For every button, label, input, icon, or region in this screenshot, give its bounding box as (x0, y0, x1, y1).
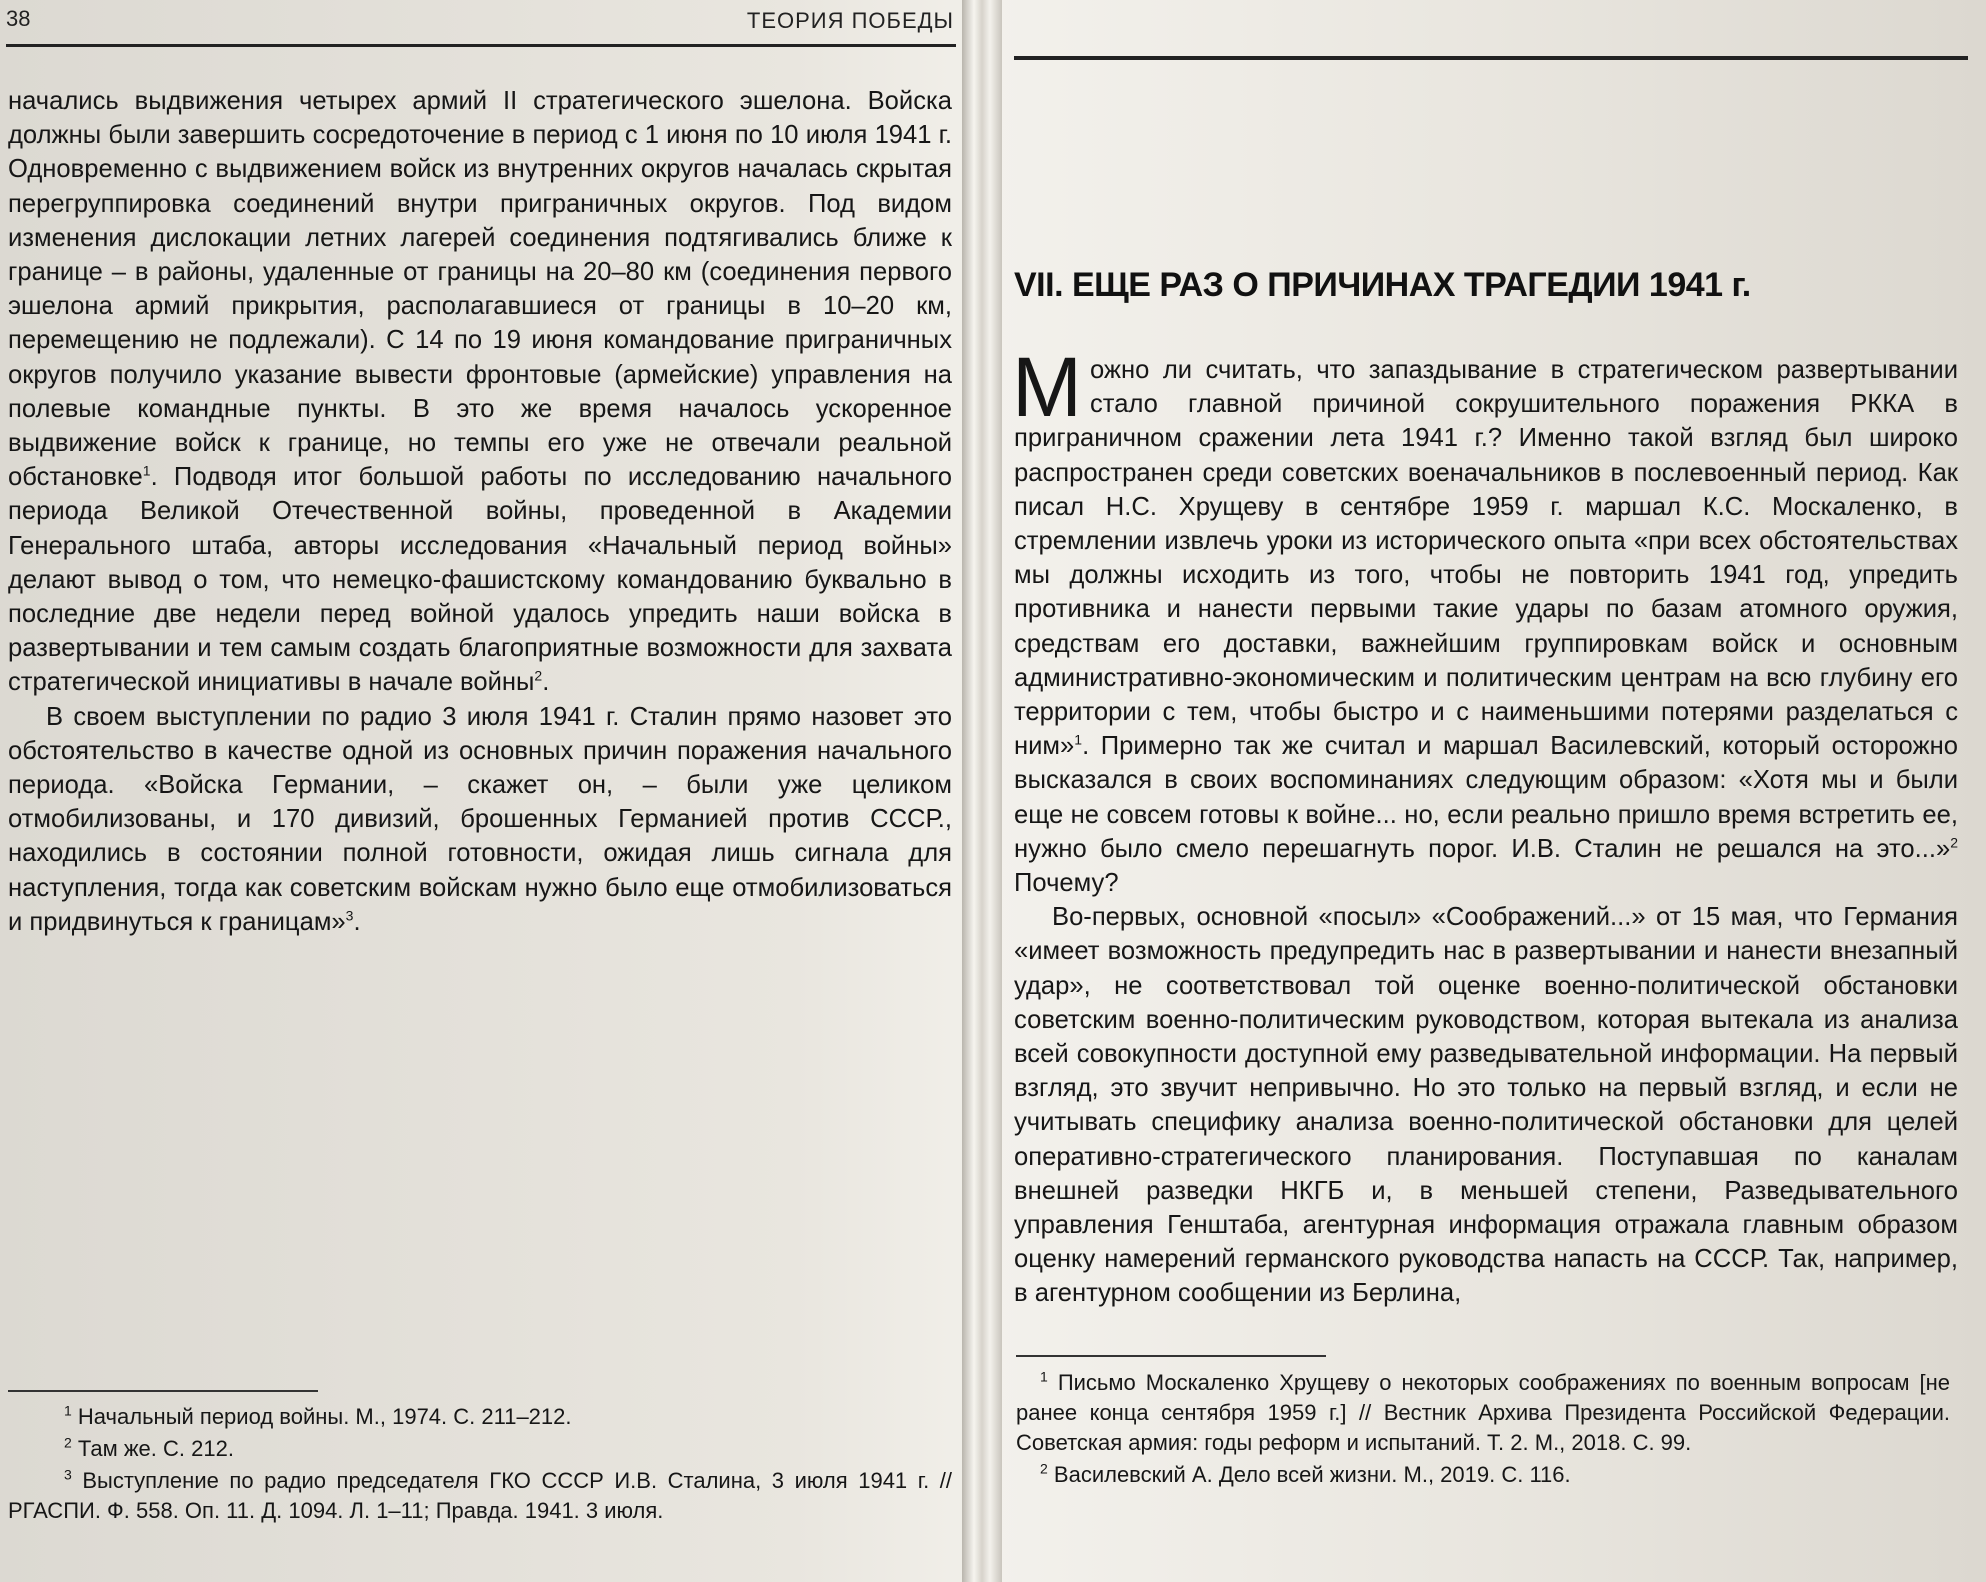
left-footnote (8, 1402, 952, 1432)
footnote-number: 2 (64, 1434, 72, 1451)
footnote-ref: 2 (534, 667, 543, 684)
footnote-ref: 3 (345, 907, 354, 924)
drop-cap: М (1012, 340, 1082, 434)
footnote-text: Там же. С. 212. (71, 1436, 234, 1461)
text-run: . (353, 907, 361, 936)
footnote-text: Письмо Москаленко Хрущеву о некоторых соображениях по военным вопросам [не ранее конца сентября 1959 г.] // Вестник Архива Президента Российской Федерации. Советская армия: годы реформ и испытаний. Т. 2. М., 2018. С. 99. (1016, 1370, 1950, 1455)
footnote-text: Начальный период войны. М., 1974. С. 211–212. (71, 1404, 572, 1429)
footnote-ref: 1 (1074, 731, 1083, 748)
right-paragraph (1012, 340, 1958, 900)
footnote-number: 1 (1040, 1368, 1048, 1385)
right-body-text (1012, 340, 1958, 1311)
footnote-number: 2 (1040, 1460, 1048, 1477)
book-gutter (962, 0, 1002, 1582)
left-page-number: 38 (6, 6, 31, 31)
text-run: Почему? (1014, 869, 1119, 898)
right-footnote (1016, 1368, 1950, 1458)
footnote-number: 1 (64, 1402, 72, 1419)
left-paragraph (8, 700, 952, 939)
right-page (1002, 0, 1986, 1582)
text-run: В своем выступлении по радио 3 июля 1941 г. Сталин прямо назовет это обстоятельство в качестве одной из основных причин поражения начального периода. «Войска Германии, – скажет он, – были уже целиком отмобилизованы, и 170 дивизий, брошенных Германией против СССР., находились в состоянии полной готовности, ожидая лишь сигнала для наступления, тогда как советским войскам нужно было еще отмобилизоваться и придвинуться к границам» (8, 702, 952, 936)
left-footnote-rule (8, 1390, 318, 1392)
right-paragraph (1014, 900, 1958, 1310)
left-running-head: ТЕОРИЯ ПОБЕДЫ (746, 8, 954, 33)
text-run: . Подводя итог большой работы по исследованию начального периода Великой Отечественной войны, проведенной в Академии Генерального штаба, авторы исследования «Начальный период войны» делают вывод о том, что немецко-фашистскому командованию буквально в последние две недели перед войной удалось упредить наши войска в развертывании и тем самым создать благоприятные возможности для захвата стратегической инициативы в начале войны (8, 463, 952, 697)
left-footnote (8, 1434, 952, 1464)
left-header-rule (6, 44, 956, 47)
footnote-text: Выступление по радио председателя ГКО СССР И.В. Сталина, 3 июля 1941 г. // РГАСПИ. Ф. 558. Оп. 11. Д. 1094. Л. 1–11; Правда. 1941. 3 июля. (8, 1468, 952, 1523)
right-footnote-rule (1016, 1355, 1326, 1357)
right-header-rule (1014, 56, 1968, 60)
footnote-ref: 1 (142, 462, 151, 479)
left-body-text (8, 84, 952, 939)
footnote-text: Василевский А. Дело всей жизни. М., 2019. С. 116. (1047, 1462, 1571, 1487)
left-paragraph (8, 84, 952, 700)
left-footnotes (8, 1402, 952, 1528)
footnote-ref: 2 (1950, 834, 1958, 851)
text-run: . (542, 668, 550, 697)
text-run: начались выдвижения четырех армий II стратегического эшелона. Войска должны были завершить сосредоточение в период с 1 июня по 10 июля 1941 г. Одновременно с выдвижением войск из внутренних округов началась скрытая перегруппировка соединений внутри приграничных округов. Под видом изменения дислокации летних лагерей соединения подтягивались ближе к границе – в районы, удаленные от границы на 20–80 км (соединения первого эшелона армий прикрытия, располагавшиеся от границы в 10–20 км, перемещению не подлежали). С 14 по 19 июня командование приграничных округов получило указание вывести фронтовые (армейские) управления на полевые командные пункты. В это же время началось ускоренное выдвижение войск к границе, но темпы его уже не отвечали реальной обстановке (8, 87, 952, 492)
left-page (0, 0, 968, 1582)
right-footnote (1016, 1460, 1950, 1490)
chapter-title: VII. ЕЩЕ РАЗ О ПРИЧИНАХ ТРАГЕДИИ 1941 г. (1014, 266, 1751, 304)
text-run: . Примерно так же считал и маршал Василевский, который осторожно высказался в своих воспоминаниях следующим образом: «Хотя мы и были еще не совсем готовы к войне... но, если реально пришло время встретить ее, нужно было смело перешагнуть порог. И.В. Сталин не решался на это...» (1014, 732, 1958, 863)
left-footnote (8, 1466, 952, 1526)
text-run: ожно ли считать, что запаздывание в стратегическом развертывании стало главной причиной сокрушительного поражения РККА в приграничном сражении лета 1941 г.? Именно такой взгляд был широко распространен среди советских военачальников в послевоенный период. Как писал Н.С. Хрущеву в сентябре 1959 г. маршал К.С. Москаленко, в стремлении извлечь уроки из исторического опыта «при всех обстоятельствах мы должны исходить из того, чтобы не повторить 1941 год, упредить противника и нанести первыми такие удары по базам атомного оружия, средствам его доставки, важнейшим группировкам войск и основным административно-экономическим и политическим центрам на всю глубину его территории с тем, чтобы быстро и с наименьшими потерями разделаться с ним» (1014, 356, 1958, 761)
footnote-number: 3 (64, 1466, 72, 1483)
text-run: Во-первых, основной «посыл» «Соображений...» от 15 мая, что Германия «имеет возможность предупредить нас в развертывании и нанести внезапный удар», не соответствовал той оценке военно-политической обстановки советским военно-политическим руководством, которая вытекала из анализа всей совокупности доступной ему разведывательной информации. На первый взгляд, это звучит непривычно. Но это только на первый взгляд, и если не учитывать специфику анализа военно-политической обстановки для целей оперативно-стратегического планирования. Поступавшая по каналам внешней разведки НКГБ и, в меньшей степени, Разведывательного управления Генштаба, агентурная информация отражала главным образом оценку намерений германского руководства напасть на СССР. Так, например, в агентурном сообщении из Берлина, (1014, 903, 1958, 1308)
right-footnotes (1016, 1368, 1950, 1492)
